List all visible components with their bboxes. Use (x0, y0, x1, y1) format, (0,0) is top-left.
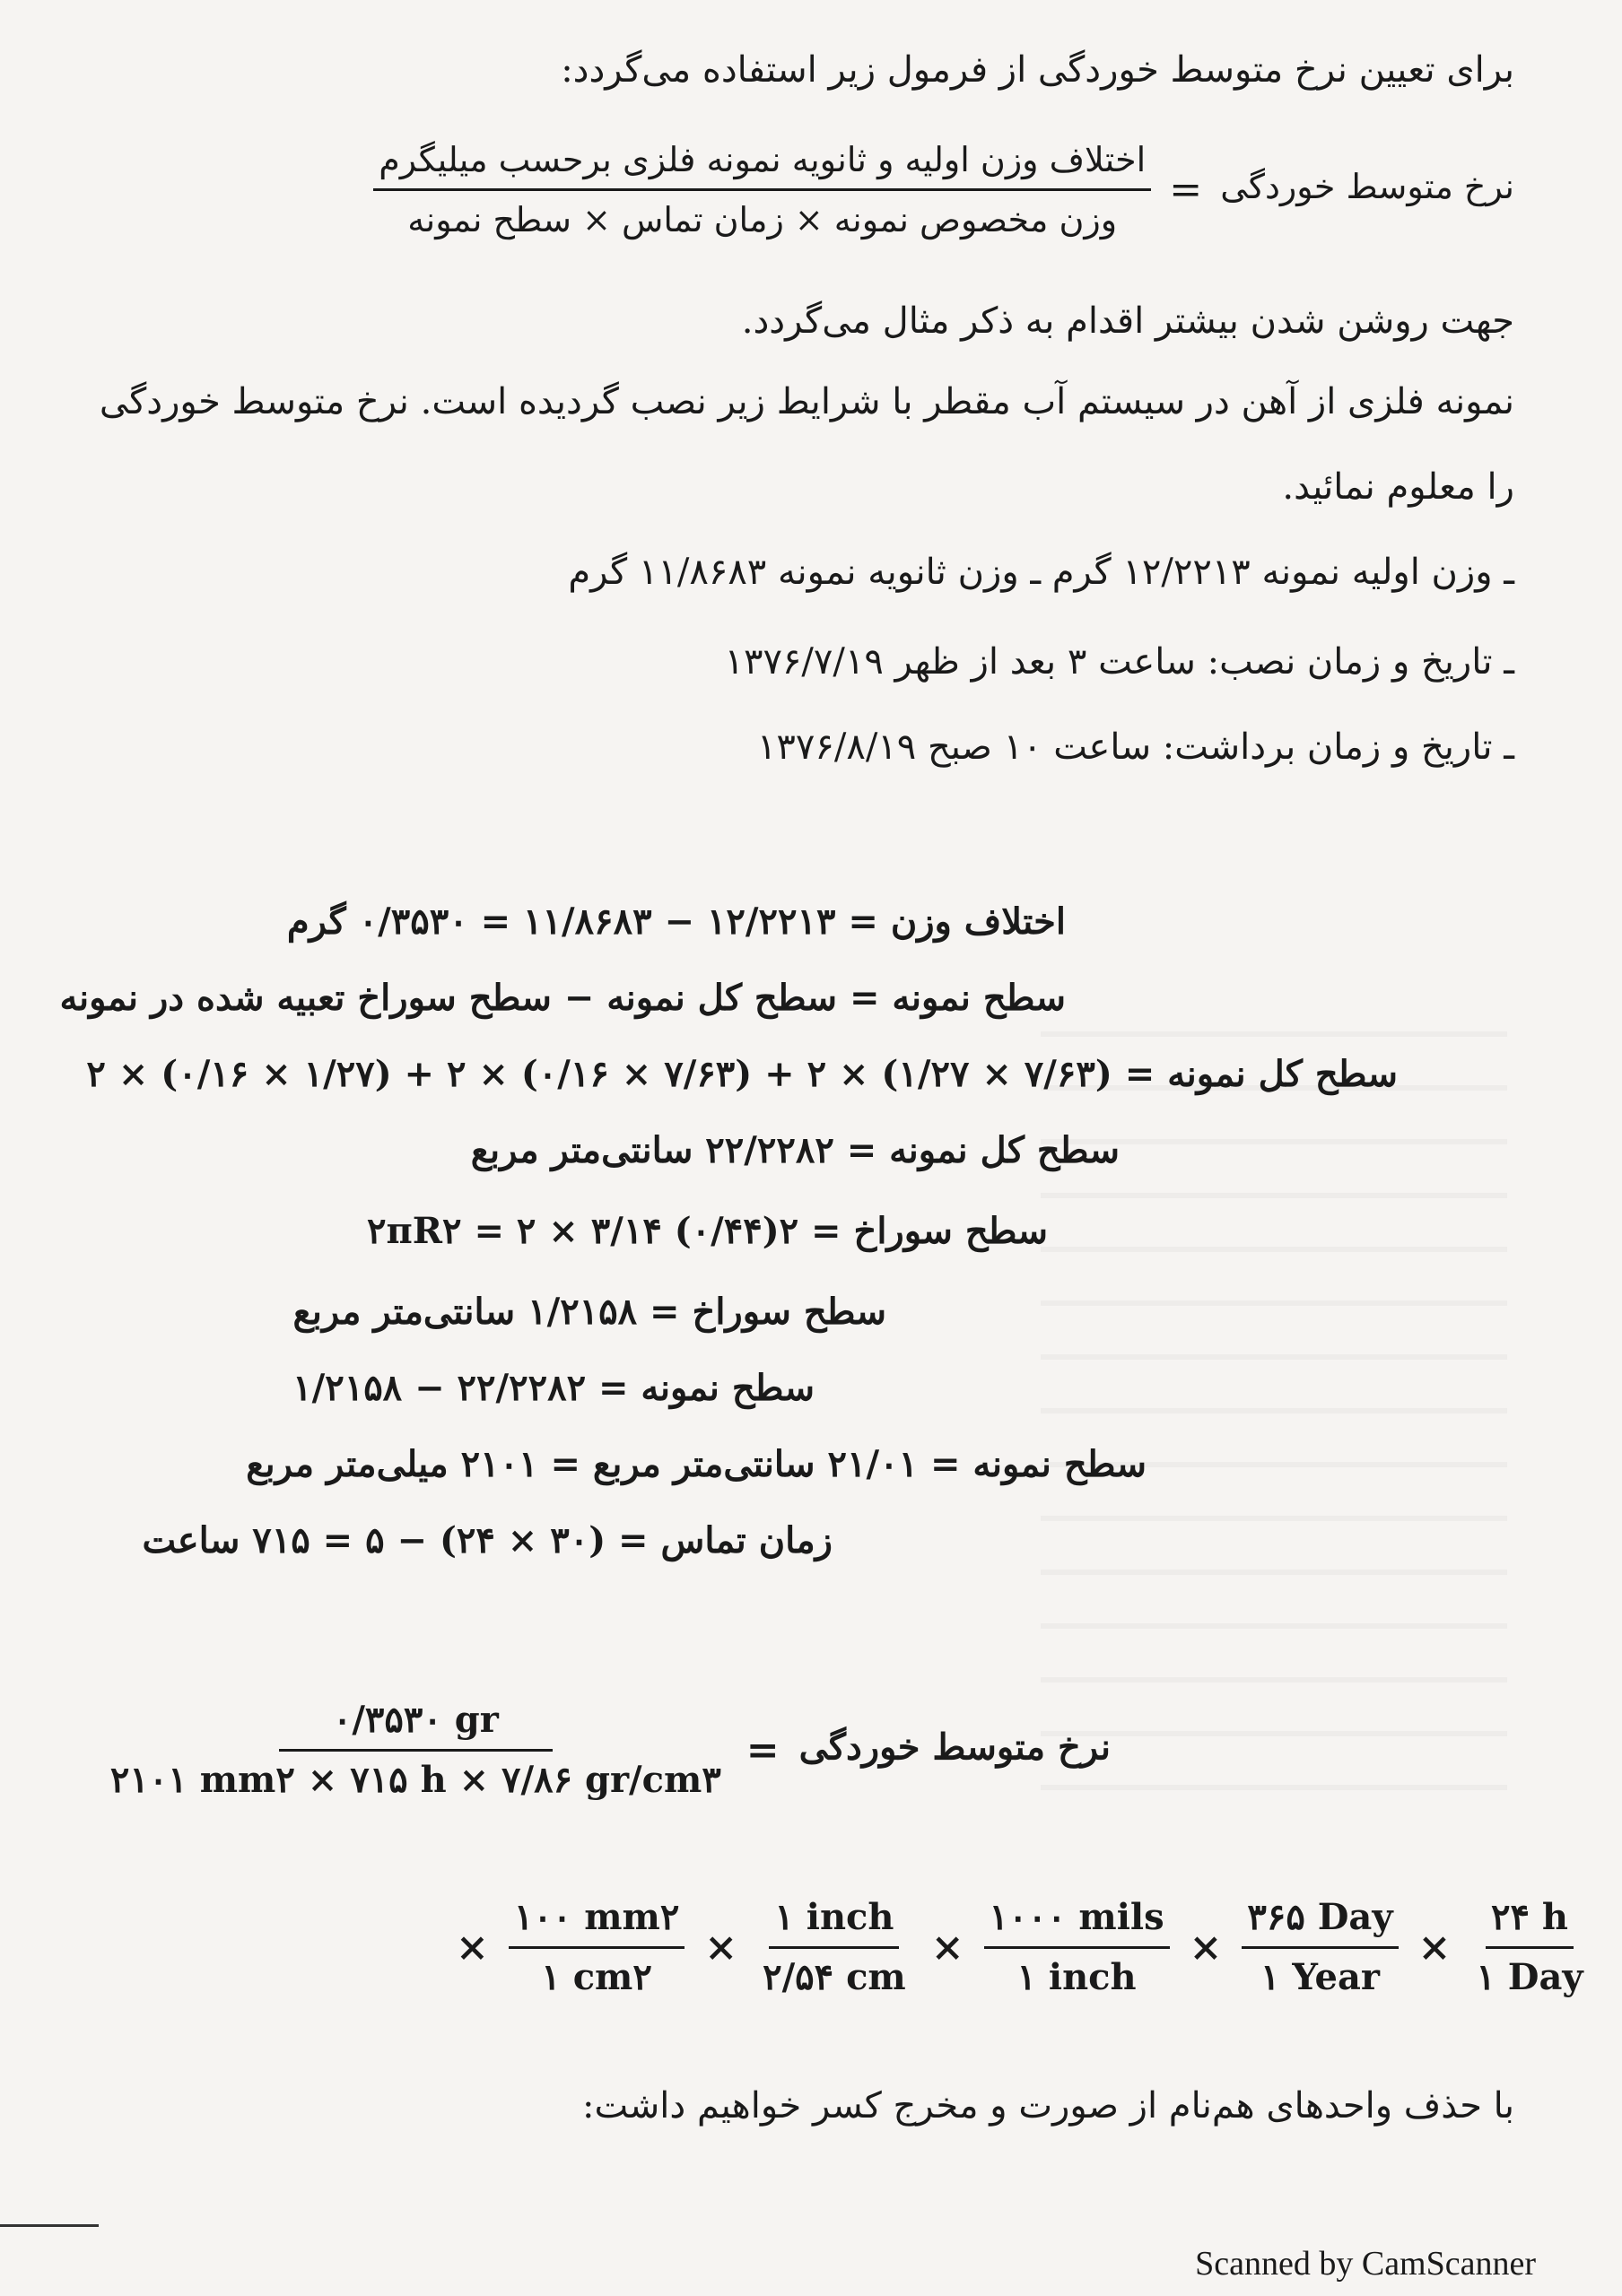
calc-contact-time: زمان تماس = (۳۰ × ۲۴) − ۵ = ۷۱۵ ساعت (142, 1519, 833, 1561)
conversion-year-numerator: ۳۶۵ Day (1242, 1892, 1398, 1949)
closing-text: با حذف واحدهای هم‌نام از صورت و مخرج کسر خواهیم داشت: (582, 2085, 1514, 2126)
example-intro: جهت روشن شدن بیشتر اقدام به ذکر مثال می‌گردد. (741, 300, 1514, 342)
rate-equation (105, 1695, 1111, 1805)
calc-sample-area: سطح نمونه = سطح کل نمونه − سطح سوراخ تعبیه شده در نمونه (59, 977, 1066, 1019)
conversion-area-numerator: ۱۰۰ mm۲ (509, 1892, 685, 1949)
problem-line-1: نمونه فلزی از آهن در سیستم آب مقطر با شرایط زیر نصب گردیده است. نرخ متوسط خوردگی (99, 381, 1514, 422)
formula-lhs: نرخ متوسط خوردگی (1220, 167, 1514, 206)
rate-equals: = (746, 1726, 780, 1773)
problem-line-2: را معلوم نمائید. (1282, 466, 1514, 508)
times-sign: × (1189, 1924, 1223, 1970)
calc-net-area-result: سطح نمونه = ۲۱/۰۱ سانتی‌متر مربع = ۲۱۰۱ میلی‌متر مربع (246, 1443, 1147, 1485)
conversion-mils-denominator: ۱ inch (1016, 1956, 1137, 1998)
calc-total-area-result: سطح کل نمونه = ۲۲/۲۲۸۲ سانتی‌متر مربع (470, 1129, 1120, 1171)
conversion-day (1470, 1892, 1588, 2003)
conversion-year (1242, 1892, 1398, 2003)
rate-numerator: ۰/۳۵۳۰ gr (279, 1695, 553, 1752)
conversion-year-denominator: ۱ Year (1260, 1956, 1380, 1998)
conversion-mils-numerator: ۱۰۰۰ mils (984, 1892, 1170, 1949)
scanner-watermark: Scanned by CamScanner (1195, 2245, 1536, 2283)
rate-lhs: نرخ متوسط خوردگی (798, 1726, 1111, 1769)
rate-fraction (105, 1695, 727, 1805)
times-sign: × (456, 1924, 489, 1970)
times-sign: × (704, 1924, 738, 1970)
calc-hole-area-result: سطح سوراخ = ۱/۲۱۵۸ سانتی‌متر مربع (292, 1291, 886, 1333)
conversion-day-numerator: ۲۴ h (1486, 1892, 1574, 1949)
given-weights: ـ وزن اولیه نمونه ۱۲/۲۲۱۳ گرم ـ وزن ثانویه نمونه ۱۱/۸۶۸۳ گرم (568, 552, 1514, 593)
formula-definition (373, 135, 1514, 245)
calc-total-area: سطح کل نمونه = (۷/۶۳ × ۱/۲۷) × ۲ + (۷/۶۳ × ۰/۱۶) × ۲ + (۱/۲۷ × ۰/۱۶) × ۲ (86, 1053, 1398, 1095)
conversion-inch (757, 1892, 911, 2003)
conversion-area-denominator: ۱ cm۲ (541, 1956, 652, 1998)
times-sign: × (930, 1924, 964, 1970)
conversion-area (509, 1892, 685, 2003)
times-sign: × (1417, 1924, 1452, 1970)
given-removal-time: ـ تاریخ و زمان برداشت: ساعت ۱۰ صبح ۱۳۷۶/۸/۱۹ (756, 726, 1514, 768)
conversion-inch-numerator: ۱ inch (769, 1892, 899, 1949)
calc-hole-area: سطح سوراخ = ۲πR۲ = ۲ × ۳/۱۴ (۰/۴۴)۲ (367, 1210, 1048, 1252)
conversion-inch-denominator: ۲/۵۴ cm (763, 1956, 906, 1998)
margin-rule (0, 2224, 99, 2227)
intro-text: برای تعیین نرخ متوسط خوردگی از فرمول زیر استفاده می‌گردد: (561, 49, 1514, 91)
formula-denominator: وزن مخصوص نمونه × زمان تماس × سطح نمونه (407, 200, 1118, 239)
formula-equals: = (1169, 166, 1203, 213)
formula-fraction (373, 135, 1151, 245)
conversion-mils (984, 1892, 1170, 2003)
rate-denominator: ۲۱۰۱ mm۲ × ۷۱۵ h × ۷/۸۶ gr/cm۳ (109, 1759, 721, 1801)
given-install-time: ـ تاریخ و زمان نصب: ساعت ۳ بعد از ظهر ۱۳۷۶/۷/۱۹ (724, 641, 1514, 683)
calc-weight-difference: اختلاف وزن = ۱۲/۲۲۱۳ − ۱۱/۸۶۸۳ = ۰/۳۵۳۰ گرم (286, 900, 1066, 943)
calc-net-area: سطح نمونه = ۲۲/۲۲۸۲ − ۱/۲۱۵۸ (292, 1367, 815, 1409)
conversion-day-denominator: ۱ Day (1476, 1956, 1583, 1998)
conversion-factors (449, 1892, 1589, 2003)
formula-numerator: اختلاف وزن اولیه و ثانویه نمونه فلزی برحسب میلیگرم (373, 135, 1151, 191)
